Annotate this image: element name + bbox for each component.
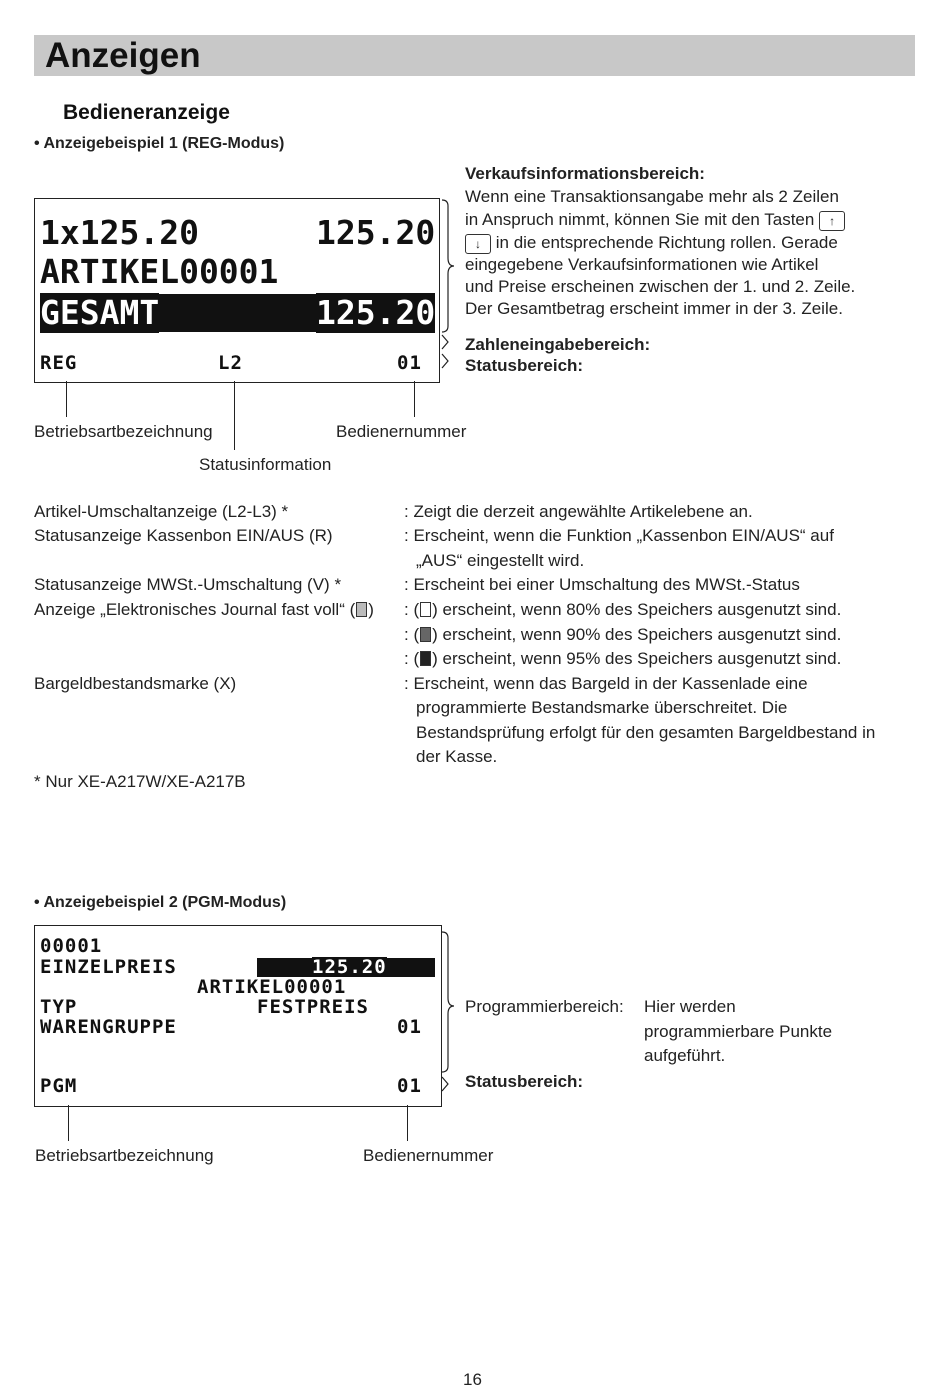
def-term-3: Statusanzeige MWSt.-Umschaltung (V) * bbox=[34, 575, 342, 594]
def-term-2: Statusanzeige Kassenbon EIN/AUS (R) bbox=[34, 526, 333, 545]
leader-operator-1 bbox=[414, 381, 415, 417]
display2-status-operator: 01 bbox=[397, 1075, 422, 1097]
display2-line2-right: 125.20 bbox=[312, 956, 387, 978]
sales-area-text-2: in Anspruch nimmt, können Sie mit den Tasten ↑ bbox=[465, 209, 845, 231]
def-desc-5c: Bestandsprüfung erfolgt für den gesamten Bargeldbestand in bbox=[416, 723, 876, 742]
leader-operator-2 bbox=[407, 1105, 408, 1141]
program-text-2: programmierbare Punkte bbox=[644, 1022, 833, 1041]
def-desc-3: : Erscheint bei einer Umschaltung des MWSt.-Status bbox=[404, 575, 800, 594]
display1-status-level: L2 bbox=[218, 352, 243, 374]
sales-area-text-6: Der Gesamtbetrag erscheint immer in der 3. Zeile. bbox=[465, 299, 843, 318]
memory-half-icon bbox=[420, 627, 431, 642]
display1-line3-right: 125.20 bbox=[316, 293, 436, 332]
def-term-4: Anzeige „Elektronisches Journal fast voll“ ( ) bbox=[34, 600, 374, 619]
program-text-3: aufgeführt. bbox=[644, 1046, 726, 1065]
leader-status-1 bbox=[234, 381, 235, 450]
def-desc-5: : Erscheint, wenn das Bargeld in der Kassenlade eine bbox=[404, 674, 808, 693]
status-area-label-2: Statusbereich: bbox=[465, 1072, 584, 1091]
display2-line5-right: 01 bbox=[397, 1016, 422, 1038]
def-desc-4b: : ( ) erscheint, wenn 90% des Speichers ausgenutzt sind. bbox=[404, 625, 842, 644]
footnote: * Nur XE-A217W/XE-A217B bbox=[34, 772, 246, 791]
def-desc-2: : Erscheint, wenn die Funktion „Kassenbon EIN/AUS“ auf bbox=[404, 526, 834, 545]
program-text-1: Hier werden bbox=[644, 997, 736, 1016]
def-desc-2b: „AUS“ eingestellt wird. bbox=[416, 551, 585, 570]
def-desc-4c: : ( ) erscheint, wenn 95% des Speichers ausgenutzt sind. bbox=[404, 649, 842, 668]
def-desc-5b: programmierte Bestandsmarke überschreitet. Die bbox=[416, 698, 788, 717]
display1-line2: ARTIKEL00001 bbox=[40, 252, 279, 291]
memory-empty-icon bbox=[420, 602, 431, 617]
operator-label-1: Bedienernummer bbox=[336, 422, 467, 441]
def-desc-1: : Zeigt die derzeit angewählte Artikelebene an. bbox=[404, 502, 753, 521]
display1-status-operator: 01 bbox=[397, 352, 422, 374]
mode-label-1: Betriebsartbezeichnung bbox=[34, 422, 213, 441]
key-up-icon: ↑ bbox=[819, 211, 845, 231]
display2-line4-left: TYP bbox=[40, 996, 78, 1018]
display2-line1: 00001 bbox=[40, 935, 103, 957]
display1-line1-right: 125.20 bbox=[316, 213, 436, 252]
brace-lines-1 bbox=[440, 198, 462, 378]
display2-line5-left: WARENGRUPPE bbox=[40, 1016, 177, 1038]
section-title: Bedieneranzeige bbox=[63, 101, 230, 124]
operator-label-2: Bedienernummer bbox=[363, 1146, 494, 1165]
memory-icon bbox=[356, 602, 367, 617]
program-area-label: Programmierbereich: bbox=[465, 997, 624, 1016]
key-down-icon: ↓ bbox=[465, 234, 491, 254]
def-desc-4a: : ( ) erscheint, wenn 80% des Speichers ausgenutzt sind. bbox=[404, 600, 842, 619]
example1-label: • Anzeigebeispiel 1 (REG-Modus) bbox=[34, 135, 285, 152]
numeric-area-label: Zahleneingabebereich: bbox=[465, 335, 651, 354]
page-number: 16 bbox=[463, 1370, 482, 1389]
leader-mode-2 bbox=[68, 1105, 69, 1141]
display1-status-mode: REG bbox=[40, 352, 78, 374]
display1-line3-left: GESAMT bbox=[40, 293, 160, 332]
def-desc-5d: der Kasse. bbox=[416, 747, 498, 766]
sales-area-text-4: eingegebene Verkaufsinformationen wie Artikel bbox=[465, 255, 819, 274]
display2-status-mode: PGM bbox=[40, 1075, 78, 1097]
status-area-label: Statusbereich: bbox=[465, 356, 584, 375]
sales-area-text-1: Wenn eine Transaktionsangabe mehr als 2 Zeilen bbox=[465, 187, 839, 206]
sales-area-text-3: ↓ in die entsprechende Richtung rollen. Gerade bbox=[465, 232, 838, 254]
def-term-1: Artikel-Umschaltanzeige (L2-L3) * bbox=[34, 502, 289, 521]
memory-full-icon bbox=[420, 651, 431, 666]
sales-area-text-5: und Preise erscheinen zwischen der 1. und 2. Zeile. bbox=[465, 277, 856, 296]
display2-line4-right: FESTPREIS bbox=[257, 996, 369, 1018]
display1-line1-left: 1x125.20 bbox=[40, 213, 199, 252]
leader-mode-1 bbox=[66, 381, 67, 417]
mode-label-2: Betriebsartbezeichnung bbox=[35, 1146, 214, 1165]
display2-line3: ARTIKEL00001 bbox=[197, 976, 347, 998]
display2-line2-left: EINZELPREIS bbox=[40, 956, 177, 978]
brace-lines-2 bbox=[440, 928, 462, 1098]
example2-label: • Anzeigebeispiel 2 (PGM-Modus) bbox=[34, 894, 287, 911]
page-title: Anzeigen bbox=[45, 36, 201, 75]
def-term-5: Bargeldbestandsmarke (X) bbox=[34, 674, 237, 693]
status-info-label: Statusinformation bbox=[199, 455, 332, 474]
sales-area-title: Verkaufsinformationsbereich: bbox=[465, 164, 705, 183]
